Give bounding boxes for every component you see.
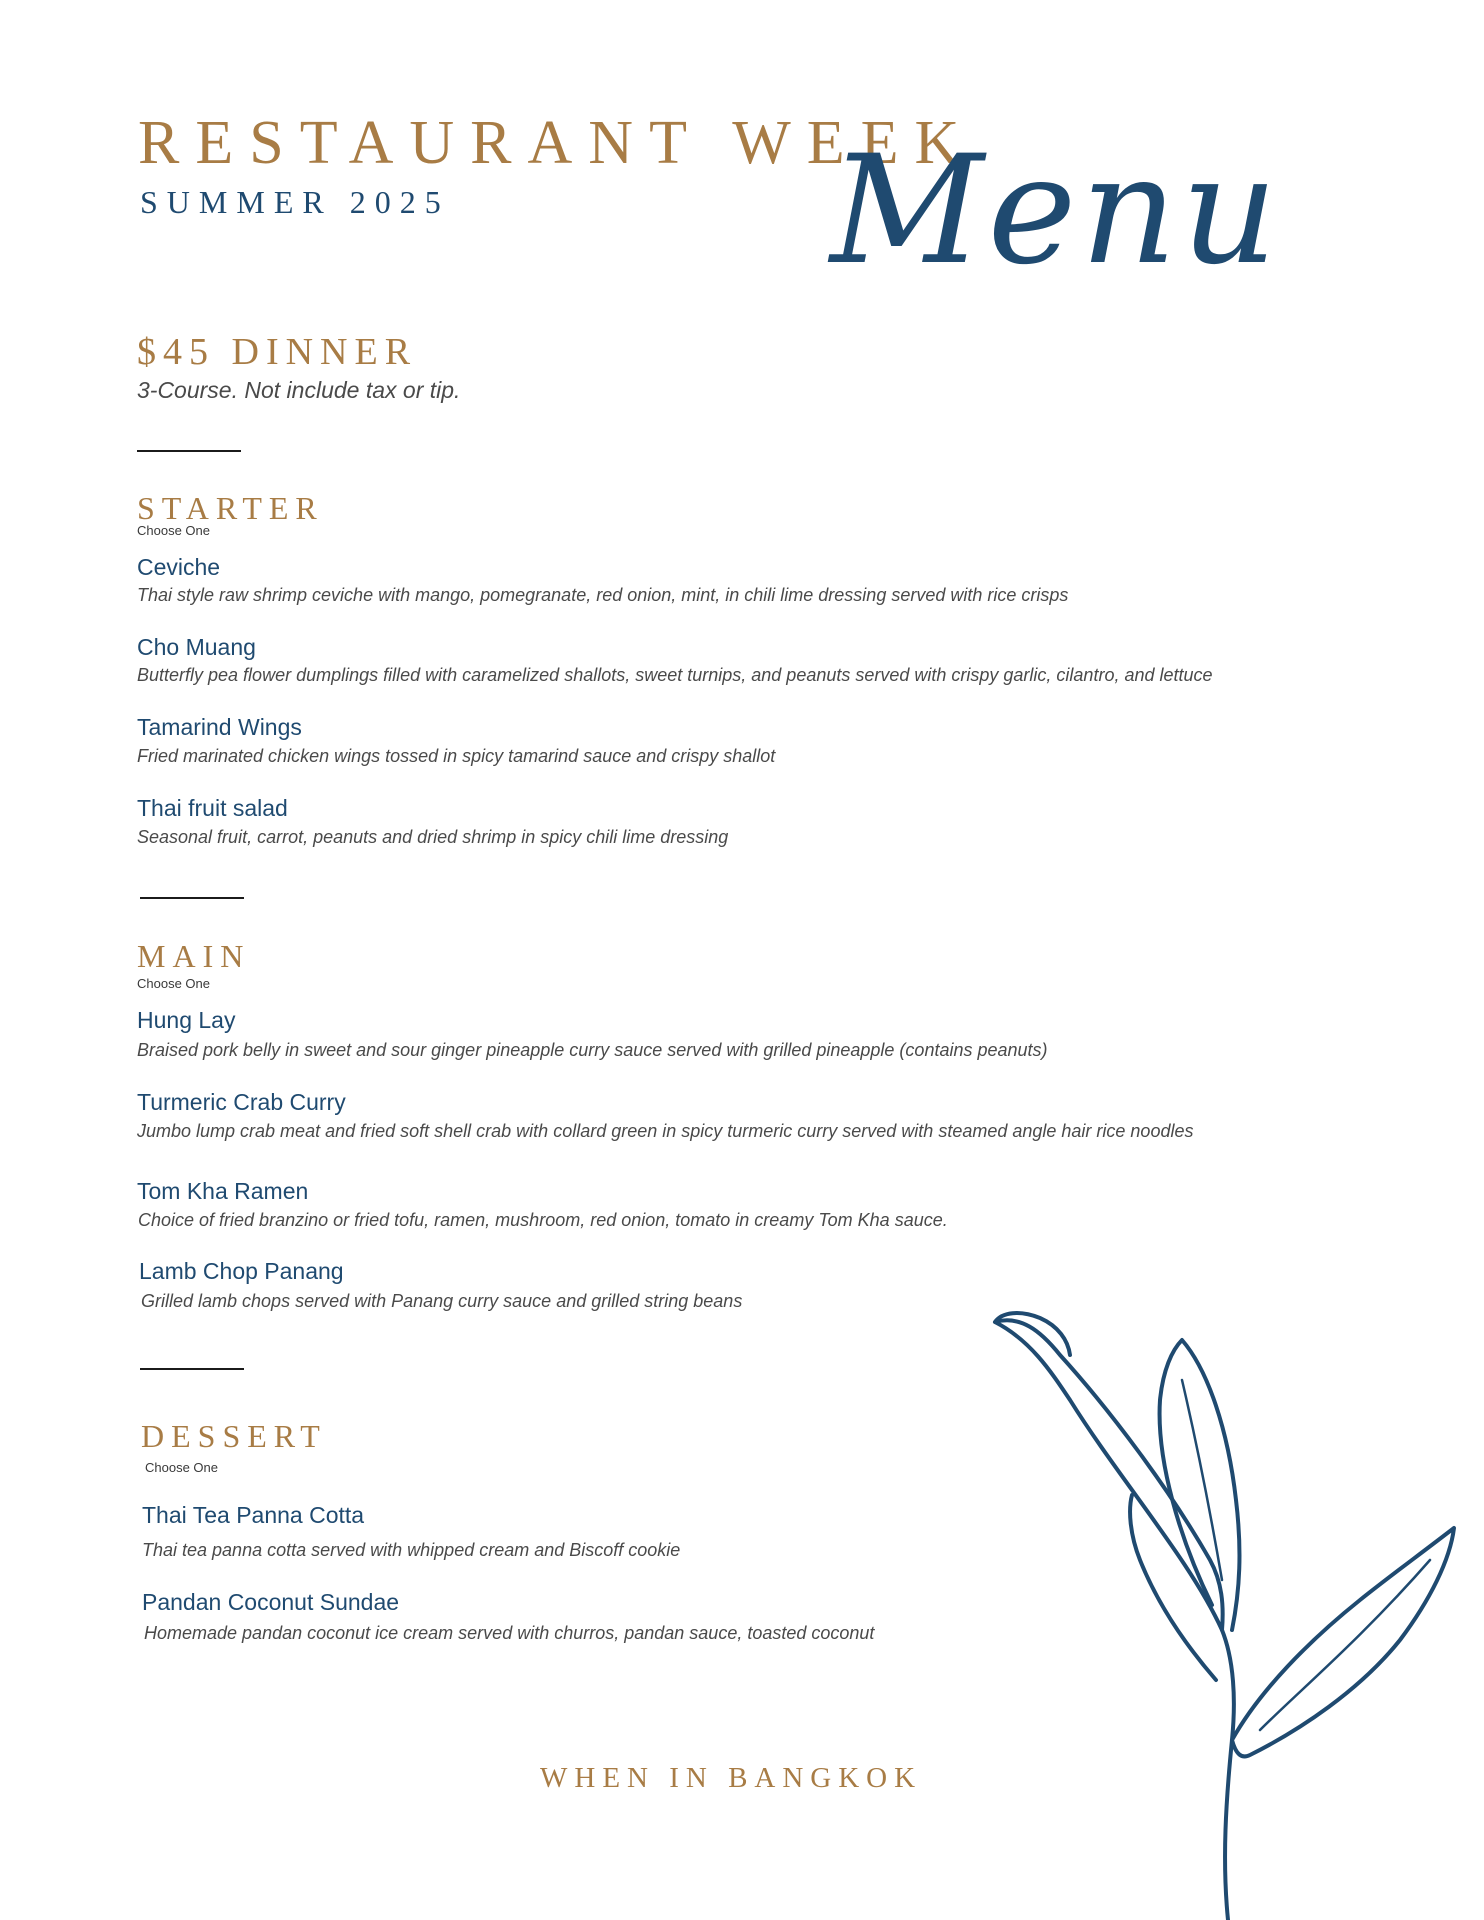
section-note: Choose One [145,1460,218,1475]
menu-item-name: Thai Tea Panna Cotta [142,1502,365,1528]
brand-footer: WHEN IN BANGKOK [540,1762,923,1794]
menu-item-name: Tamarind Wings [137,714,302,740]
menu-item-desc: Grilled lamb chops served with Panang curry sauce and grilled string beans [141,1291,743,1311]
divider [137,450,241,452]
menu-item-desc: Fried marinated chicken wings tossed in spicy tamarind sauce and crispy shallot [137,746,776,766]
menu-item-name: Tom Kha Ramen [137,1178,309,1204]
menu-item-desc: Seasonal fruit, carrot, peanuts and dried shrimp in spicy chili lime dressing [137,827,729,847]
menu-script-title: Menu [830,124,1282,298]
section-title-main: MAIN [137,938,251,974]
menu-item-name: Thai fruit salad [137,795,288,821]
menu-item-name: Lamb Chop Panang [139,1258,344,1284]
menu-item-desc: Braised pork belly in sweet and sour ginger pineapple curry sauce served with grilled pineapple (contains peanuts) [137,1040,1048,1060]
menu-item-desc: Choice of fried branzino or fried tofu, ramen, mushroom, red onion, tomato in creamy Tom Kha sauce. [138,1210,948,1230]
section-title-starter: STARTER [137,490,324,526]
menu-item-name: Cho Muang [137,634,256,660]
menu-item-desc: Thai style raw shrimp ceviche with mango, pomegranate, red onion, mint, in chili lime dressing served with rice crisps [137,585,1069,605]
section-note: Choose One [137,976,210,991]
divider [140,1368,244,1370]
price-note: 3-Course. Not include tax or tip. [137,377,461,403]
menu-item-name: Pandan Coconut Sundae [142,1589,400,1615]
menu-item-name: Turmeric Crab Curry [137,1089,346,1115]
menu-item-desc: Jumbo lump crab meat and fried soft shell crab with collard green in spicy turmeric curry served with steamed angle hair rice noodles [137,1121,1194,1141]
season-subtitle: SUMMER 2025 [140,184,450,220]
page-title: RESTAURANT WEEK [138,109,976,177]
section-title-dessert: DESSERT [141,1418,327,1454]
leaf-branch-icon [960,1260,1484,1920]
section-note: Choose One [137,523,210,538]
menu-item-name: Ceviche [137,554,221,580]
menu-item-desc: Homemade pandan coconut ice cream served with churros, pandan sauce, toasted coconut [144,1623,875,1643]
menu-item-desc: Thai tea panna cotta served with whipped cream and Biscoff cookie [142,1540,681,1560]
menu-item-name: Hung Lay [137,1007,236,1033]
menu-item-desc: Butterfly pea flower dumplings filled with caramelized shallots, sweet turnips, and peanuts served with crispy garlic, cilantro, and lettuce [137,665,1213,685]
price-heading: $45 DINNER [137,331,418,373]
divider [140,897,244,899]
